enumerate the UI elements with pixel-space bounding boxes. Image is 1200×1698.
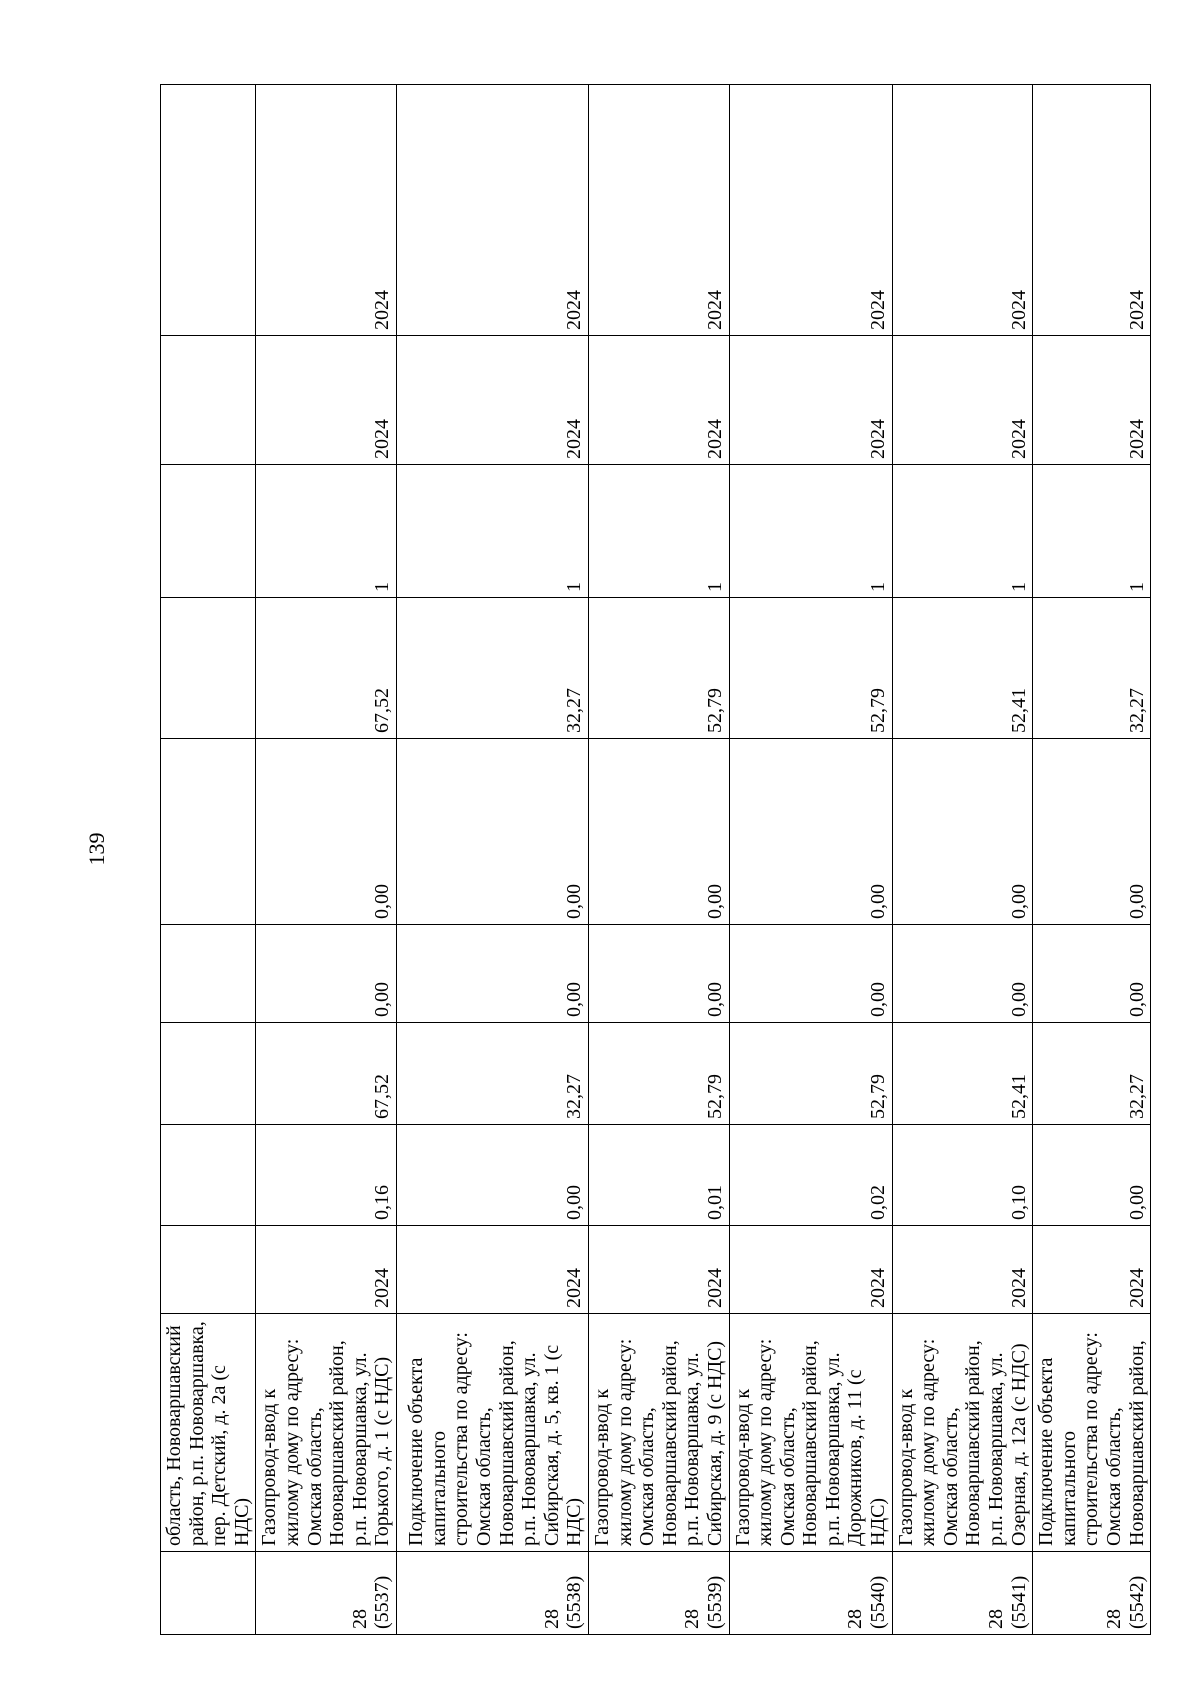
object-description: Подключение объекта капитального строительства по адресу: Омская область, Нововаршавский район, р.п. Нововаршавка, ул. Сибирская, д. 5, кв. 1 (с НДС): [396, 1314, 588, 1552]
cell-c1: 0,10: [892, 1125, 1033, 1226]
cell-c5: 67,52: [256, 598, 397, 739]
object-description: Газопровод-ввод к жилому дому по адресу: Омская область, Нововаршавский район, р.п. Нововаршавка, ул. Озерная, д. 12а (с НДС): [892, 1314, 1033, 1552]
page-number: 139: [84, 832, 109, 866]
object-description: Газопровод-ввод к жилому дому по адресу: Омская область, Нововаршавский район, р.п. Нововаршавка, ул. Горького, д. 1 (с НДС): [256, 1314, 397, 1552]
cell-c6: 1: [396, 465, 588, 598]
cell-c7: 2024: [892, 336, 1033, 465]
cell-c4: 0,00: [892, 739, 1033, 925]
cell-c6: 1: [588, 465, 729, 598]
object-description: Подключение объекта капитального строительства по адресу: Омская область, Нововаршавский район,: [1033, 1314, 1151, 1552]
cell-c1: 0,02: [729, 1125, 892, 1226]
cell-c8: 2024: [256, 85, 397, 336]
cell-c8: 2024: [1033, 85, 1151, 336]
row-number: 28 (5539): [588, 1552, 729, 1635]
cell-c1: [161, 1125, 256, 1226]
cell-c5: 52,79: [588, 598, 729, 739]
row-number: 28 (5541): [892, 1552, 1033, 1635]
rotated-table-container: [160, 85, 1148, 1635]
cell-c1: 0,00: [396, 1125, 588, 1226]
cell-c6: 1: [256, 465, 397, 598]
row-number: 28 (5540): [729, 1552, 892, 1635]
table-body: [161, 85, 1151, 1635]
cell-c7: 2024: [729, 336, 892, 465]
cell-c4: 0,00: [588, 739, 729, 925]
cell-c2: [161, 1023, 256, 1125]
table-row: [256, 85, 397, 1635]
cell-c8: 2024: [588, 85, 729, 336]
data-table: [160, 84, 1151, 1635]
cell-c6: [161, 465, 256, 598]
cell-c2: 32,27: [1033, 1023, 1151, 1125]
cell-year: 2024: [892, 1226, 1033, 1314]
cell-c4: 0,00: [1033, 739, 1151, 925]
cell-year: 2024: [396, 1226, 588, 1314]
cell-c7: 2024: [256, 336, 397, 465]
table-row: [892, 85, 1033, 1635]
cell-c5: 32,27: [396, 598, 588, 739]
cell-c4: 0,00: [256, 739, 397, 925]
cell-c3: 0,00: [588, 925, 729, 1023]
row-number: 28 (5537): [256, 1552, 397, 1635]
table-row: [588, 85, 729, 1635]
row-number: [161, 1552, 256, 1635]
cell-c3: 0,00: [1033, 925, 1151, 1023]
cell-c5: 52,79: [729, 598, 892, 739]
row-number: 28 (5542): [1033, 1552, 1151, 1635]
cell-c6: 1: [729, 465, 892, 598]
table-row: [729, 85, 892, 1635]
cell-year: 2024: [256, 1226, 397, 1314]
cell-c8: 2024: [729, 85, 892, 336]
cell-c3: 0,00: [729, 925, 892, 1023]
table-row: [161, 85, 256, 1635]
cell-c6: 1: [1033, 465, 1151, 598]
cell-c2: 52,41: [892, 1023, 1033, 1125]
cell-c8: [161, 85, 256, 336]
cell-c3: [161, 925, 256, 1023]
cell-c6: 1: [892, 465, 1033, 598]
cell-c3: 0,00: [256, 925, 397, 1023]
cell-c2: 32,27: [396, 1023, 588, 1125]
cell-c2: 52,79: [729, 1023, 892, 1125]
cell-c1: 0,01: [588, 1125, 729, 1226]
object-description: Газопровод-ввод к жилому дому по адресу: Омская область, Нововаршавский район, р.п. Нововаршавка, ул. Дорожников, д. 11 (с НДС): [729, 1314, 892, 1552]
cell-c7: [161, 336, 256, 465]
cell-c3: 0,00: [892, 925, 1033, 1023]
cell-c8: 2024: [892, 85, 1033, 336]
object-description: Газопровод-ввод к жилому дому по адресу: Омская область, Нововаршавский район, р.п. Нововаршавка, ул. Сибирская, д. 9 (с НДС): [588, 1314, 729, 1552]
cell-year: 2024: [729, 1226, 892, 1314]
row-number: 28 (5538): [396, 1552, 588, 1635]
cell-c5: 32,27: [1033, 598, 1151, 739]
cell-c3: 0,00: [396, 925, 588, 1023]
cell-c2: 67,52: [256, 1023, 397, 1125]
cell-c7: 2024: [1033, 336, 1151, 465]
cell-c4: [161, 739, 256, 925]
cell-c1: 0,16: [256, 1125, 397, 1226]
cell-c4: 0,00: [729, 739, 892, 925]
cell-c7: 2024: [396, 336, 588, 465]
cell-year: 2024: [1033, 1226, 1151, 1314]
cell-c5: 52,41: [892, 598, 1033, 739]
table-row: [1033, 85, 1151, 1635]
cell-c8: 2024: [396, 85, 588, 336]
cell-c7: 2024: [588, 336, 729, 465]
object-description: область, Нововаршавский район, р.п. Нововаршавка, пер. Детский, д. 2а (с НДС): [161, 1314, 256, 1552]
cell-year: [161, 1226, 256, 1314]
cell-c2: 52,79: [588, 1023, 729, 1125]
cell-year: 2024: [588, 1226, 729, 1314]
cell-c5: [161, 598, 256, 739]
cell-c4: 0,00: [396, 739, 588, 925]
cell-c1: 0,00: [1033, 1125, 1151, 1226]
table-row: [396, 85, 588, 1635]
